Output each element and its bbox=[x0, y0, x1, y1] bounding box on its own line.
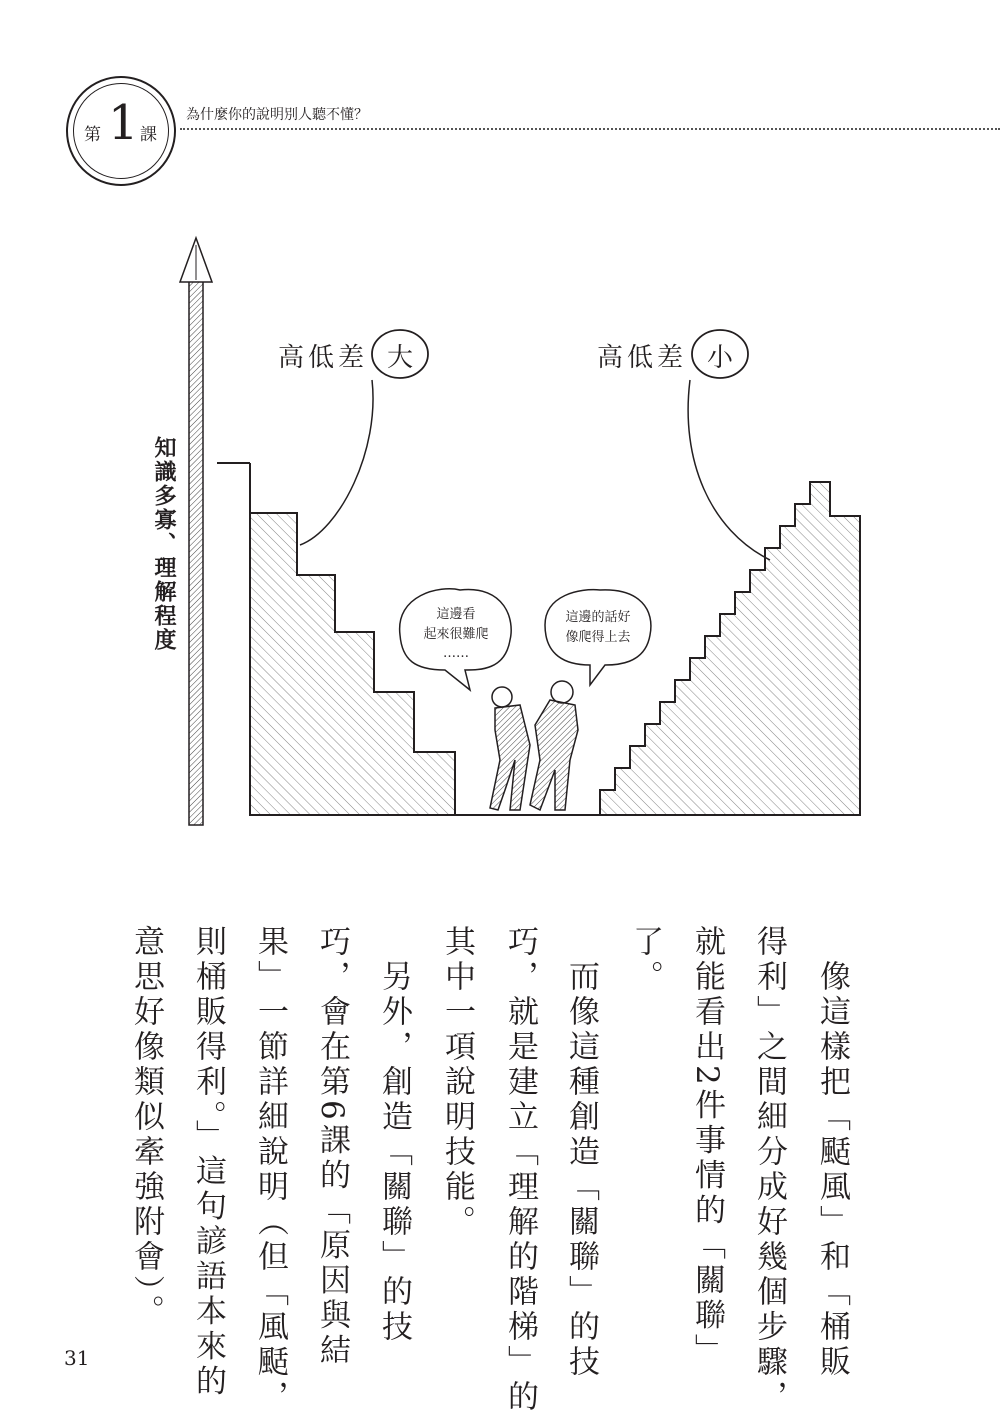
body-column-8: 另外，創造「關聯」的技 bbox=[376, 925, 412, 1345]
body-column-7: 其中一項說明技能。 bbox=[439, 925, 475, 1240]
body-column-4: 了。 bbox=[627, 925, 663, 995]
left-badge: 大 bbox=[387, 343, 418, 373]
body-column-3: 就能看出2件事情的「關聯」 bbox=[689, 925, 725, 1369]
page-number: 31 bbox=[64, 1346, 90, 1370]
left-label: 高低差 bbox=[278, 343, 369, 373]
lesson-prefix: 第 bbox=[84, 125, 101, 145]
lesson-number: 1 bbox=[108, 95, 139, 151]
two-people-figures bbox=[490, 681, 578, 810]
body-column-12: 意思好像類似牽強附會）。 bbox=[128, 925, 164, 1330]
body-column-5: 而像這種創造「關聯」的技 bbox=[563, 925, 599, 1380]
body-column-11: 則桶販得利。」這句諺語本來的 bbox=[190, 925, 226, 1400]
lesson-suffix: 課 bbox=[140, 125, 157, 145]
axis-label: 知識多寡、理解程度 bbox=[151, 436, 176, 652]
body-column-1: 像這樣把「颳風」和「桶販 bbox=[814, 925, 850, 1380]
right-badge: 小 bbox=[707, 343, 738, 373]
body-column-6: 巧，就是建立「理解的階梯」的 bbox=[502, 925, 538, 1415]
bubble-right-text: 這邊的話好 像爬得上去 bbox=[565, 610, 631, 645]
body-column-2: 得利」之間細分成好幾個步驟， bbox=[751, 925, 787, 1415]
body-column-10: 果」一節詳細說明（但「風颳， bbox=[252, 925, 288, 1415]
body-column-9: 巧，會在第6課的「原因與結 bbox=[314, 925, 350, 1369]
bubble-left-text: 這邊看 起來很難爬 …… bbox=[423, 607, 489, 661]
axis-arrow bbox=[180, 238, 212, 825]
chapter-title: 為什麼你的說明別人聽不懂？ bbox=[186, 107, 368, 123]
right-label: 高低差 bbox=[597, 343, 688, 373]
